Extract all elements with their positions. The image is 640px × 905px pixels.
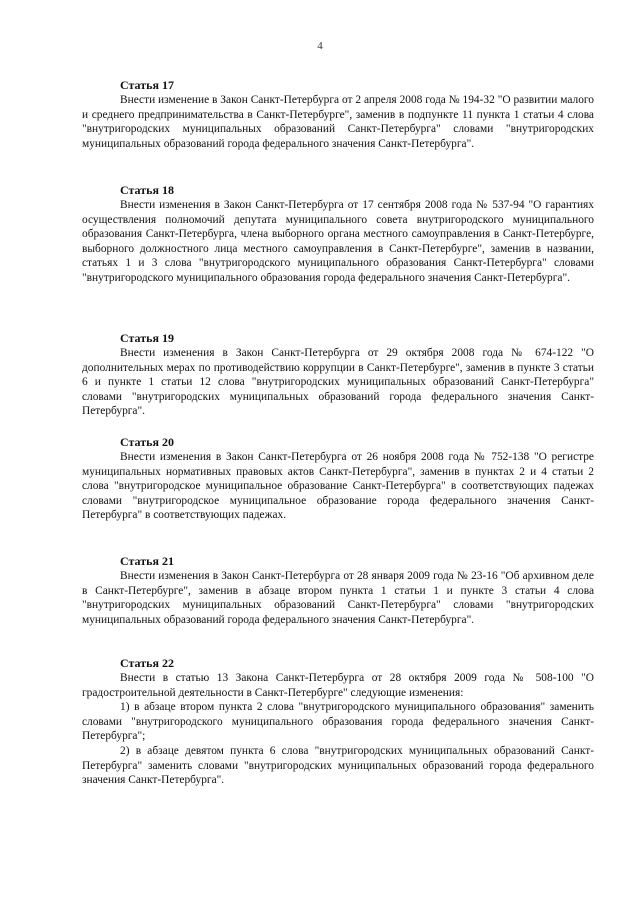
article-18 (82, 183, 594, 286)
article-subitem: 2) в абзаце девятом пункта 6 слова "внутригородских муниципальных образований Санкт-Петербурга" заменить словами "внутригородских муниципальных образований города федерального значения Санкт-Петербурга". (82, 744, 594, 787)
article-21 (82, 554, 594, 627)
article-19 (82, 331, 594, 419)
article-body: Внести изменение в Закон Санкт-Петербурга от 2 апреля 2008 года № 194-32 "О развитии малого и среднего предпринимательства в Санкт-Петербурге", заменив в подпункте 11 пункта 1 статьи 4 слова "внутригородских муниципальных образований Санкт-Петербурга" словами "внутригородских муниципальных образований города федерального значения Санкт-Петербурга". (82, 94, 594, 150)
article-20 (82, 435, 594, 523)
article-body: Внести в статью 13 Закона Санкт-Петербурга от 28 октября 2009 года № 508-100 "О градостроительной деятельности в Санкт-Петербурге" следующие изменения: (82, 672, 594, 699)
article-title: Статья 20 (120, 435, 174, 449)
page-number: 4 (317, 40, 323, 52)
article-subitem: 1) в абзаце втором пункта 2 слова "внутригородского муниципального образования" заменить словами "внутригородского муниципального образования города федерального значения Санкт-Петербурга"; (82, 701, 594, 743)
article-title: Статья 18 (120, 183, 174, 197)
article-title: Статья 22 (120, 656, 174, 670)
article-body: Внести изменения в Закон Санкт-Петербурга от 17 сентября 2008 года № 537-94 "О гарантиях осуществления полномочий депутата муниципального совета внутригородского муниципального образования Санкт-Петербурга, члена выборного органа местного самоуправления в Санкт-Петербурге, выборного должностного лица местного самоуправления в Санкт-Петербурге", заменив в названии, статьях 1 и 3 слова "внутригородского муниципального образования Санкт-Петербурга" словами "внутригородского муниципального образования города федерального значения Санкт-Петербурга". (82, 199, 594, 284)
article-22 (82, 656, 594, 788)
article-title: Статья 19 (120, 331, 174, 345)
article-title: Статья 21 (120, 554, 174, 568)
article-body: Внести изменения в Закон Санкт-Петербурга от 28 января 2009 года № 23-16 "Об архивном деле в Санкт-Петербурге", заменив в абзаце втором пункта 1 статьи 1 и пункте 3 статьи 4 слова "внутригородских муниципальных образований Санкт-Петербурга" словами "внутригородских муниципальных образований города федерального значения Санкт-Петербурга". (82, 570, 594, 626)
article-17 (82, 78, 594, 151)
article-title: Статья 17 (120, 78, 174, 92)
article-body: Внести изменения в Закон Санкт-Петербурга от 29 октября 2008 года № 674-122 "О дополнительных мерах по противодействию коррупции в Санкт-Петербурге", заменив в пункте 3 статьи 6 и пункте 1 статьи 12 слова "внутригородских муниципальных образований Санкт-Петербурга" словами "внутригородских муниципальных образований города федерального значения Санкт-Петербурга". (82, 347, 594, 418)
article-body: Внести изменения в Закон Санкт-Петербурга от 26 ноября 2008 года № 752-138 "О регистре муниципальных нормативных правовых актов Санкт-Петербурга", заменив в пунктах 2 и 4 статьи 2 слова "внутригородское муниципальное образование Санкт-Петербурга" в соответствующих падежах словами "внутригородское муниципальное образование города федерального значения Санкт-Петербурга" в соответствующих падежах. (82, 451, 594, 522)
